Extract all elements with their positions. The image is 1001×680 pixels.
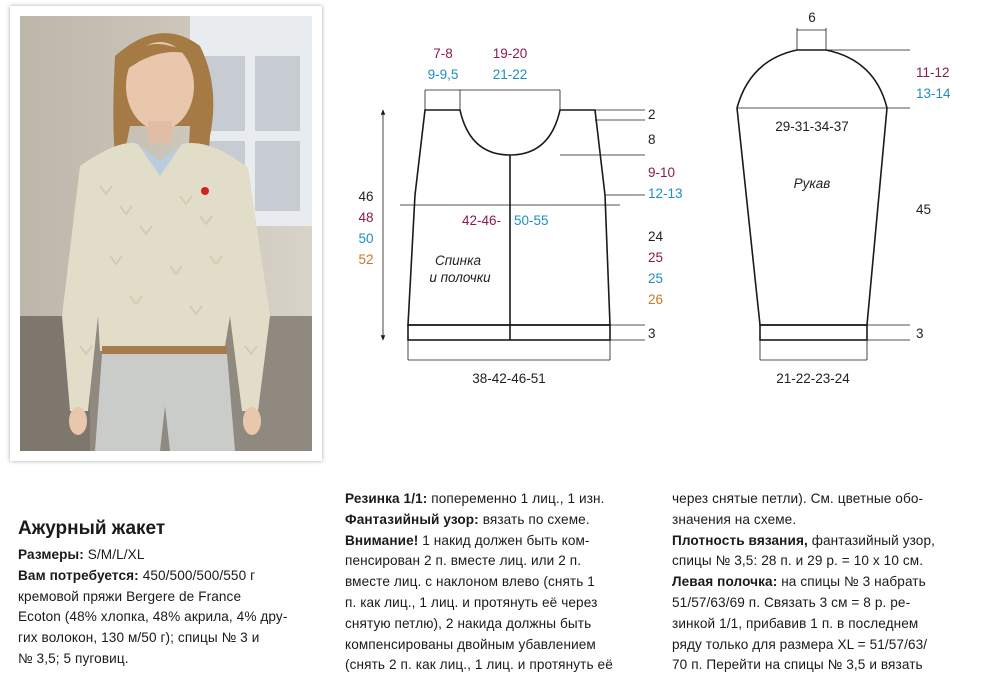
gauge-line-1: фантазийный узор, <box>807 532 936 548</box>
materials-line-3: Ecoton (48% хлопка, 48% акрила, 4% дру- <box>18 609 288 625</box>
left-front-label: Левая полочка: <box>672 574 778 590</box>
article-title: Ажурный жакет <box>18 518 166 539</box>
note-line-7: (снять 2 п. как лиц., 1 лиц. и протянуть её <box>345 657 613 673</box>
note-line-1: 1 накид должен быть ком- <box>418 532 590 548</box>
note-line-6: компенсированы двойным убавлением <box>345 636 596 652</box>
side-length-xl: 26 <box>648 292 664 307</box>
gauge-line-2: спицы № 3,5: 28 п. и 29 р. = 10 х 10 см. <box>672 553 924 569</box>
side-length-m: 25 <box>648 250 664 265</box>
sleeve-upper-width-label: 29-31-34-37 <box>775 119 849 134</box>
total-length-l: 50 <box>358 231 374 246</box>
materials-line-1: 450/500/500/550 г <box>138 567 256 583</box>
note-line-3: вместе лиц. с наклоном влево (снять 1 <box>345 574 595 590</box>
sleeve-top-width-label: 6 <box>808 10 816 25</box>
total-length-xl: 52 <box>358 252 374 267</box>
sleeve-cap-height-2: 13-14 <box>916 86 951 101</box>
shoulder-width-label-1: 19-20 <box>492 46 528 61</box>
sleeve-cap-height-1: 11-12 <box>916 65 950 80</box>
note-line-4: п. как лиц., 1 лиц. и протянуть её через <box>345 594 598 610</box>
armhole-depth-label-2: 12-13 <box>648 186 683 201</box>
note-label: Внимание! <box>345 532 419 548</box>
sleeve-length-label: 45 <box>916 202 932 217</box>
neck-depth-label: 8 <box>648 132 656 147</box>
neck-width-label-2: 9-9,5 <box>427 67 459 82</box>
photo-frame <box>10 6 322 461</box>
model-photo <box>20 16 312 451</box>
sleeve-name: Рукав <box>793 176 831 191</box>
chest-width-label-2: 50-55 <box>514 213 549 228</box>
col3-line-2: значения на схеме. <box>672 511 797 527</box>
body-piece-name-2: и полочки <box>429 270 491 285</box>
total-length-m: 48 <box>358 210 374 225</box>
left-front-line-2: 51/57/63/69 п. Связать 3 см = 8 р. ре- <box>672 594 911 610</box>
side-length-l: 25 <box>648 271 664 286</box>
pattern-schematic <box>330 0 1001 400</box>
chest-width-label-1: 42-46- <box>462 213 502 228</box>
sleeve-outline <box>737 50 887 340</box>
body-rib-height-label: 3 <box>648 326 656 341</box>
materials-line-5: № 3,5; 5 пуговиц. <box>18 650 129 666</box>
col3-line-1: через снятые петли). См. цветные обо- <box>672 491 924 506</box>
materials-line-4: гих волокон, 130 м/50 г); спицы № 3 и <box>18 630 260 646</box>
rib-text: попеременно 1 лиц., 1 изн. <box>427 491 605 506</box>
side-length-s: 24 <box>648 229 664 244</box>
note-line-2: пенсирован 2 п. вместе лиц. или 2 п. <box>345 553 582 569</box>
text-column-3 <box>672 489 935 676</box>
shoulder-drop-label: 2 <box>648 107 656 122</box>
note-line-5: снятую петлю), 2 накида должны быть <box>345 615 592 631</box>
sleeve-bottom-width-label: 21-22-23-24 <box>776 371 850 386</box>
body-piece-outline <box>408 110 610 340</box>
body-piece-name-1: Спинка <box>435 253 481 268</box>
text-column-2 <box>345 489 613 676</box>
left-front-line-3: зинкой 1/1, прибавив 1 п. в последнем <box>672 615 919 631</box>
rib-label: Резинка 1/1: <box>345 491 428 506</box>
fancy-pattern-text: вязать по схеме. <box>478 511 590 527</box>
sleeve-rib-height-label: 3 <box>916 326 924 341</box>
armhole-depth-label-1: 9-10 <box>648 165 676 180</box>
fancy-pattern-label: Фантазийный узор: <box>345 511 479 527</box>
total-length-s: 46 <box>358 189 374 204</box>
materials-line-2: кремовой пряжи Bergere de France <box>18 588 242 604</box>
materials-label: Вам потребуется: <box>18 567 139 583</box>
neck-width-label-1: 7-8 <box>433 46 453 61</box>
shoulder-width-label-2: 21-22 <box>492 67 528 82</box>
bottom-width-label: 38-42-46-51 <box>472 371 546 386</box>
sizes-label: Размеры: <box>18 547 84 562</box>
left-front-line-4: ряду только для размера XL = 51/57/63/ <box>672 636 928 652</box>
text-column-1 <box>18 545 287 670</box>
gauge-label: Плотность вязания, <box>672 532 808 548</box>
left-front-line-1: на спицы № 3 набрать <box>777 574 926 590</box>
sizes-value: S/M/L/XL <box>83 547 145 562</box>
left-front-line-5: 70 п. Перейти на спицы № 3,5 и вязать <box>672 657 923 673</box>
